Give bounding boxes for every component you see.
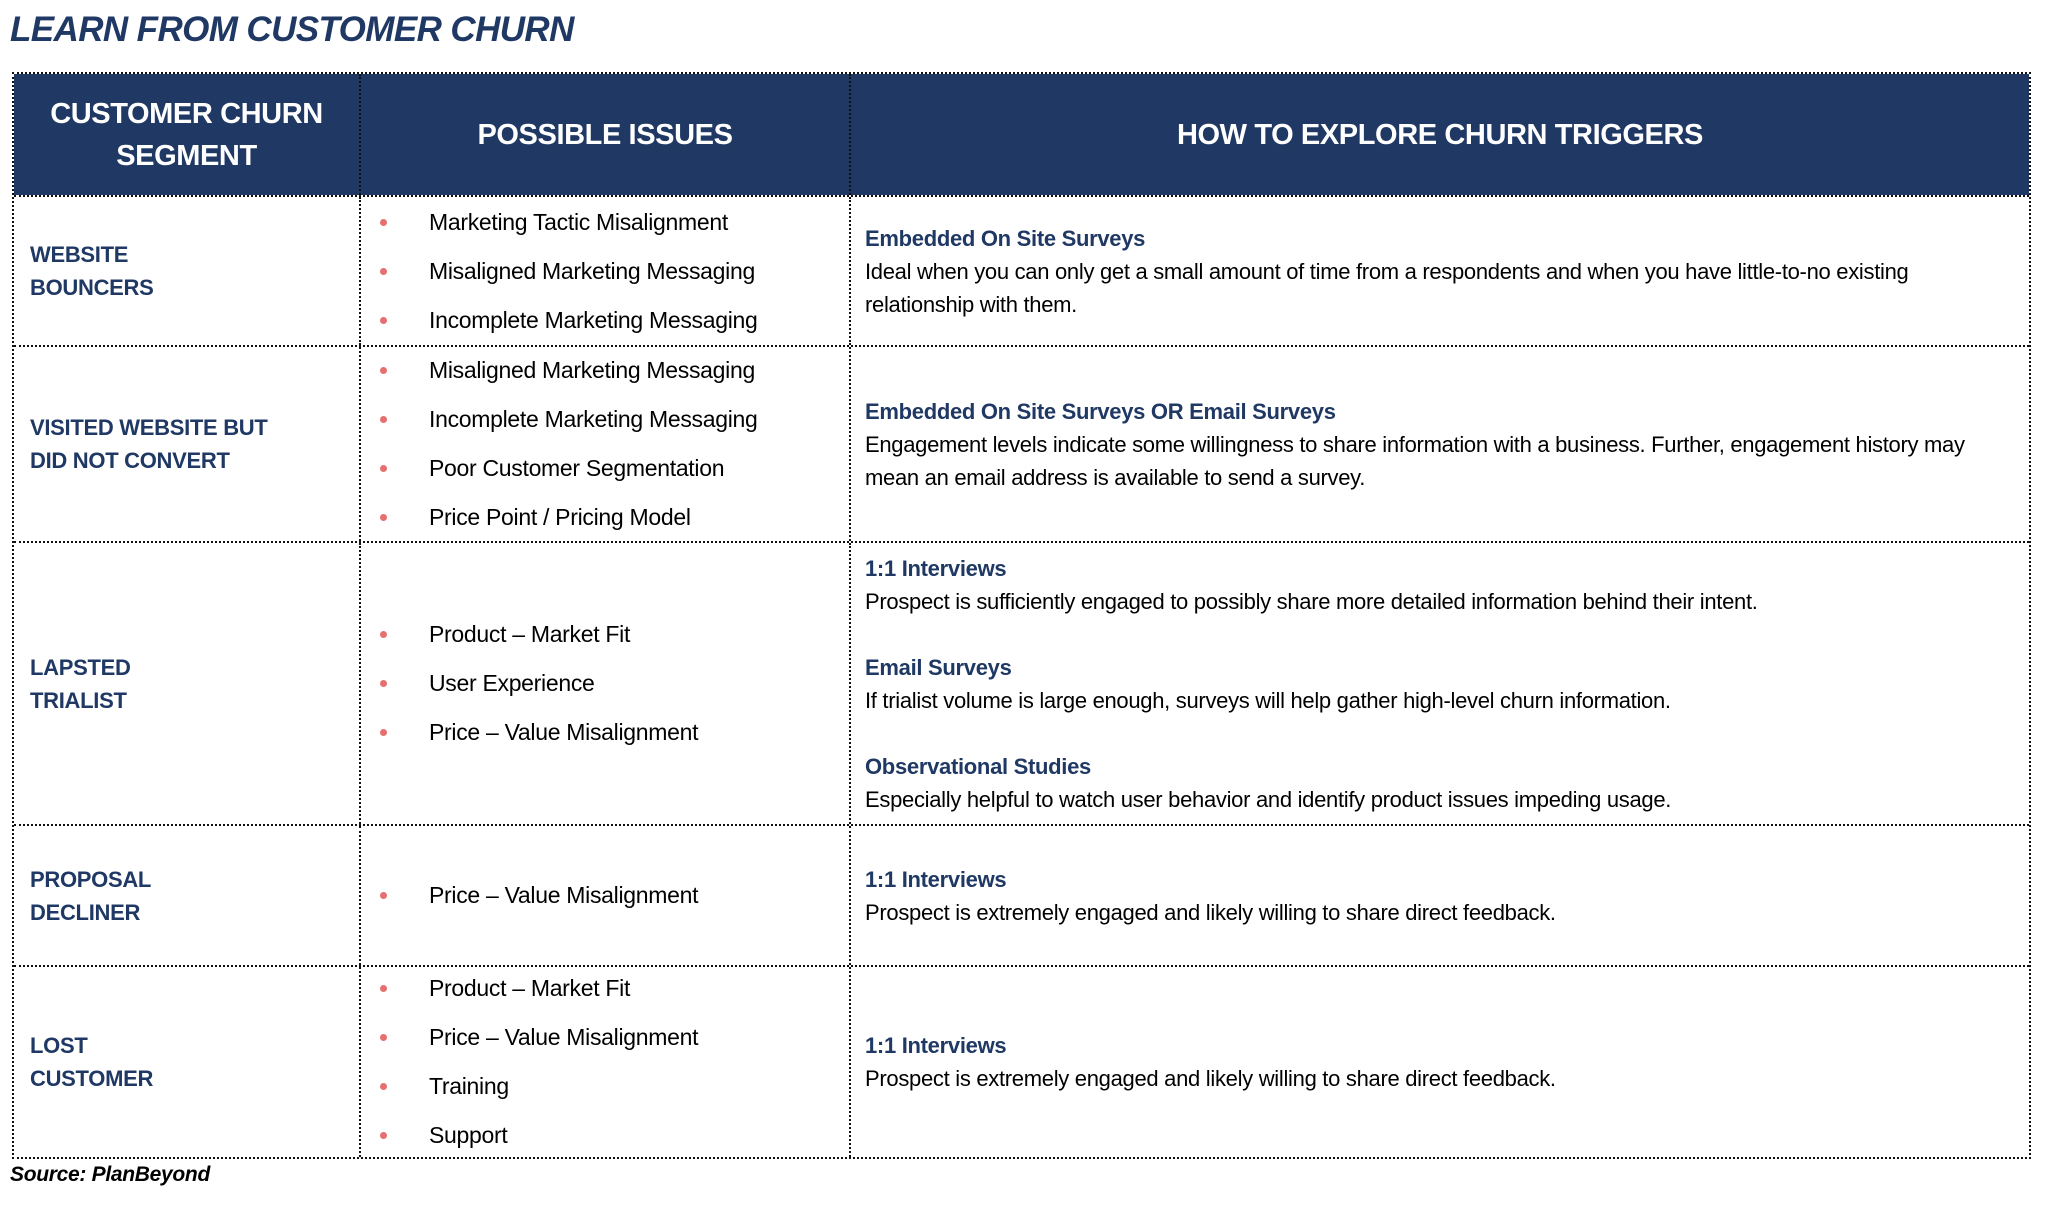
segment-label-line: DECLINER bbox=[30, 899, 141, 925]
method-title: Email Surveys bbox=[865, 654, 1012, 680]
bullet-icon bbox=[380, 514, 387, 521]
issues-list bbox=[361, 871, 849, 920]
method-title: 1:1 Interviews bbox=[865, 555, 1007, 581]
issues-list bbox=[361, 610, 849, 757]
segment-cell bbox=[14, 347, 359, 541]
issue-item bbox=[361, 708, 849, 757]
segment-label bbox=[14, 651, 131, 717]
issue-item bbox=[361, 247, 849, 296]
method bbox=[865, 750, 2009, 816]
bullet-icon bbox=[380, 729, 387, 736]
issue-item bbox=[361, 444, 849, 493]
segment-label bbox=[14, 238, 154, 304]
issue-item bbox=[361, 296, 849, 345]
method-description: Prospect is extremely engaged and likely willing to share direct feedback. bbox=[865, 899, 1556, 925]
header-explore: HOW TO EXPLORE CHURN TRIGGERS bbox=[849, 74, 2029, 195]
bullet-icon bbox=[380, 268, 387, 275]
table-row bbox=[14, 345, 2029, 541]
header-segment-line-1: CUSTOMER CHURN bbox=[50, 97, 323, 130]
segment-label-line: BOUNCERS bbox=[30, 275, 154, 300]
issue-text: Price Point / Pricing Model bbox=[429, 504, 691, 530]
segment-label-line: DID NOT CONVERT bbox=[30, 448, 230, 473]
issue-text: Price – Value Misalignment bbox=[429, 719, 699, 745]
bullet-icon bbox=[380, 1034, 387, 1041]
method-description: If trialist volume is large enough, surveys will help gather high-level churn information. bbox=[865, 687, 1671, 713]
page-title: LEARN FROM CUSTOMER CHURN bbox=[10, 10, 574, 49]
method-title: Embedded On Site Surveys OR Email Surveys bbox=[865, 398, 1336, 424]
segment-cell bbox=[14, 826, 359, 965]
method-title: 1:1 Interviews bbox=[865, 866, 1007, 892]
table-row bbox=[14, 824, 2029, 965]
explore-cell bbox=[849, 826, 2029, 965]
churn-table bbox=[12, 72, 2031, 1159]
issue-text: Training bbox=[429, 1073, 509, 1099]
segment-label bbox=[14, 1029, 153, 1095]
segment-cell bbox=[14, 197, 359, 345]
explore-cell bbox=[849, 197, 2029, 345]
header-segment-line-2: SEGMENT bbox=[116, 139, 257, 172]
explore-methods bbox=[851, 863, 2029, 929]
table-header-row bbox=[14, 74, 2029, 195]
issue-item bbox=[361, 198, 849, 247]
explore-methods bbox=[851, 395, 2029, 494]
bullet-icon bbox=[380, 631, 387, 638]
issue-item bbox=[361, 1062, 849, 1111]
method bbox=[865, 651, 2009, 717]
segment-label-line: CUSTOMER bbox=[30, 1066, 154, 1091]
method-description: Especially helpful to watch user behavior and identify product issues impeding usage. bbox=[865, 786, 1672, 812]
issue-text: Poor Customer Segmentation bbox=[429, 455, 725, 481]
segment-label bbox=[14, 411, 268, 477]
issues-cell bbox=[359, 826, 849, 965]
bullet-icon bbox=[380, 985, 387, 992]
issue-item bbox=[361, 1111, 849, 1160]
method bbox=[865, 1029, 2009, 1095]
issue-text: Support bbox=[429, 1122, 508, 1148]
segment-label bbox=[14, 863, 151, 929]
issue-text: Misaligned Marketing Messaging bbox=[429, 257, 755, 284]
issue-item bbox=[361, 346, 849, 395]
issues-cell bbox=[359, 967, 849, 1157]
issues-list bbox=[361, 346, 849, 542]
table-row bbox=[14, 195, 2029, 345]
method bbox=[865, 395, 2009, 494]
issue-item bbox=[361, 964, 849, 1013]
issue-item bbox=[361, 395, 849, 444]
segment-label-line: LOST bbox=[30, 1033, 88, 1058]
bullet-icon bbox=[380, 465, 387, 472]
issue-text: User Experience bbox=[429, 670, 595, 696]
method-description: Prospect is extremely engaged and likely willing to share direct feedback. bbox=[865, 1066, 1556, 1091]
issues-cell bbox=[359, 197, 849, 345]
explore-methods bbox=[851, 552, 2029, 816]
issue-text: Product – Market Fit bbox=[429, 621, 631, 647]
issue-item bbox=[361, 610, 849, 659]
segment-cell bbox=[14, 967, 359, 1157]
method-title: Embedded On Site Surveys bbox=[865, 225, 1146, 251]
explore-cell bbox=[849, 347, 2029, 541]
segment-label-line: VISITED WEBSITE BUT bbox=[30, 415, 268, 440]
segment-label-line: PROPOSAL bbox=[30, 866, 152, 892]
segment-label-line: WEBSITE bbox=[30, 242, 129, 267]
issue-text: Marketing Tactic Misalignment bbox=[429, 208, 728, 235]
method bbox=[865, 863, 2009, 929]
issue-text: Incomplete Marketing Messaging bbox=[429, 406, 758, 432]
issue-text: Price – Value Misalignment bbox=[429, 1024, 699, 1050]
table-row bbox=[14, 965, 2029, 1157]
issue-item bbox=[361, 493, 849, 542]
segment-label-line: LAPSTED bbox=[30, 654, 131, 680]
bullet-icon bbox=[380, 219, 387, 226]
bullet-icon bbox=[380, 1083, 387, 1090]
bullet-icon bbox=[380, 416, 387, 423]
issues-cell bbox=[359, 543, 849, 824]
issues-cell bbox=[359, 347, 849, 541]
bullet-icon bbox=[380, 680, 387, 687]
method bbox=[865, 222, 2009, 321]
issues-list bbox=[361, 198, 849, 345]
bullet-icon bbox=[380, 1132, 387, 1139]
segment-label-line: TRIALIST bbox=[30, 687, 127, 713]
header-segment bbox=[14, 74, 359, 195]
table-row bbox=[14, 541, 2029, 824]
method bbox=[865, 552, 2009, 618]
segment-cell bbox=[14, 543, 359, 824]
explore-cell bbox=[849, 543, 2029, 824]
issue-text: Misaligned Marketing Messaging bbox=[429, 357, 755, 383]
explore-methods bbox=[851, 222, 2029, 321]
explore-methods bbox=[851, 1029, 2029, 1095]
issue-text: Incomplete Marketing Messaging bbox=[429, 306, 758, 333]
bullet-icon bbox=[380, 367, 387, 374]
source-note: Source: PlanBeyond bbox=[10, 1163, 210, 1186]
issues-list bbox=[361, 964, 849, 1160]
bullet-icon bbox=[380, 317, 387, 324]
bullet-icon bbox=[380, 892, 387, 899]
issue-item bbox=[361, 871, 849, 920]
method-description: Ideal when you can only get a small amount of time from a respondents and when you have little-to-no existing relationship with them. bbox=[865, 258, 1909, 317]
issue-item bbox=[361, 1013, 849, 1062]
issue-item bbox=[361, 659, 849, 708]
method-description: Engagement levels indicate some willingness to share information with a business. Further, engagement history may mean an email address is available to send a survey. bbox=[865, 431, 1965, 490]
issue-text: Price – Value Misalignment bbox=[429, 882, 699, 908]
method-title: Observational Studies bbox=[865, 753, 1091, 779]
header-issues: POSSIBLE ISSUES bbox=[359, 74, 849, 195]
explore-cell bbox=[849, 967, 2029, 1157]
method-description: Prospect is sufficiently engaged to possibly share more detailed information behind their intent. bbox=[865, 588, 1758, 614]
issue-text: Product – Market Fit bbox=[429, 975, 631, 1001]
method-title: 1:1 Interviews bbox=[865, 1033, 1007, 1058]
